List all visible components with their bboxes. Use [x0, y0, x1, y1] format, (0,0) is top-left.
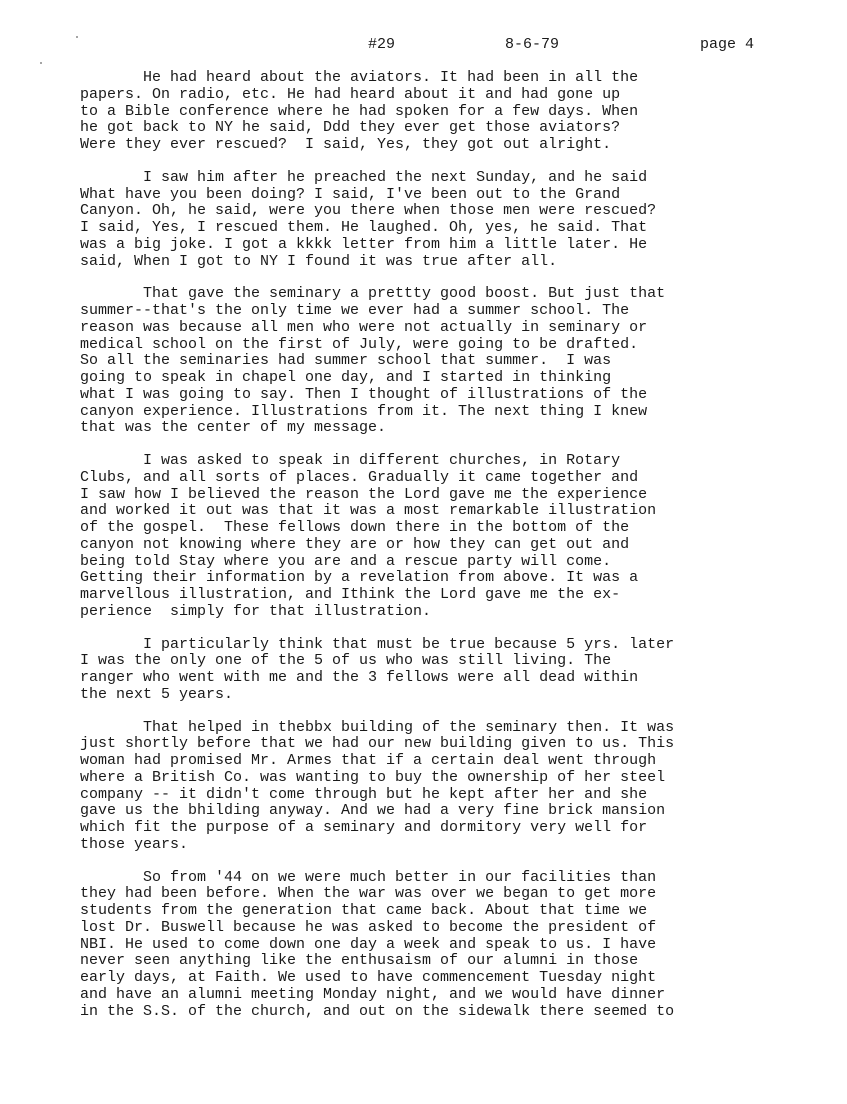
- text-line: I particularly think that must be true because 5 yrs. later: [80, 635, 675, 653]
- text-line: gave us the bhilding anyway. And we had a very fine brick mansion: [80, 802, 666, 820]
- text-line: those years.: [80, 835, 189, 853]
- text-line: ranger who went with me and the 3 fellows were all dead within: [80, 669, 639, 686]
- text-line: that was the center of my message.: [80, 419, 387, 437]
- text-line: just shortly before that we had our new building given to us. This: [80, 735, 675, 753]
- text-line: was a big joke. I got a kkkk letter from him a little later. He: [80, 235, 648, 253]
- text-line: I saw how I believed the reason the Lord gave me the experience: [80, 485, 648, 503]
- text-line: woman had promised Mr. Armes that if a certain deal went through: [80, 752, 657, 769]
- text-line: being told Stay where you are and a rescue party will come.: [80, 552, 612, 570]
- transcript-number: #29: [368, 36, 396, 53]
- text-line: I saw him after he preached the next Sunday, and he said: [80, 168, 648, 186]
- text-line: in the S.S. of the church, and out on the sidewalk there seemed to: [80, 1002, 675, 1020]
- text-line: students from the generation that came back. About that time we: [80, 902, 648, 919]
- text-line: That gave the seminary a prettty good boost. But just that: [80, 285, 666, 303]
- paragraph: [80, 870, 780, 1021]
- paragraph: [80, 637, 780, 704]
- paragraph: [80, 286, 780, 437]
- text-line: he got back to NY he said, Ddd they ever get those aviators?: [80, 119, 621, 137]
- page-number: page 4: [700, 36, 755, 53]
- text-line: where a British Co. was wanting to buy the ownership of her steel: [80, 768, 666, 786]
- scan-speck: [40, 62, 42, 64]
- text-line: What have you been doing? I said, I've been out to the Grand: [80, 185, 621, 203]
- text-line: papers. On radio, etc. He had heard about it and had gone up: [80, 85, 621, 103]
- text-line: and worked it out was that it was a most remarkable illustration: [80, 502, 657, 520]
- text-line: marvellous illustration, and Ithink the Lord gave me the ex-: [80, 586, 621, 603]
- paragraph: [80, 170, 780, 271]
- text-line: NBI. He used to come down one day a week and speak to us. I have: [80, 935, 657, 953]
- text-line: Clubs, and all sorts of places. Gradually it came together and: [80, 468, 639, 486]
- text-line: perience simply for that illustration.: [80, 602, 432, 620]
- text-line: I was asked to speak in different churches, in Rotary: [80, 452, 621, 469]
- text-line: canyon not knowing where they are or how they can get out and: [80, 535, 630, 553]
- text-line: Were they ever rescued? I said, Yes, they got out alright.: [80, 136, 612, 153]
- text-line: summer--that's the only time we ever had a summer school. The: [80, 302, 630, 319]
- paragraph: [80, 453, 780, 621]
- text-line: they had been before. When the war was over we began to get more: [80, 885, 657, 903]
- text-line: So from '44 on we were much better in our facilities than: [80, 868, 657, 886]
- text-line: reason was because all men who were not actually in seminary or: [80, 318, 648, 336]
- text-line: medical school on the first of July, were going to be drafted.: [80, 335, 639, 353]
- paragraph: [80, 70, 780, 154]
- text-line: company -- it didn't come through but he kept after her and she: [80, 785, 648, 803]
- text-line: what I was going to say. Then I thought of illustrations of the: [80, 385, 648, 403]
- text-line: going to speak in chapel one day, and I started in thinking: [80, 369, 612, 386]
- text-line: I was the only one of the 5 of us who was still living. The: [80, 652, 612, 670]
- paragraph: [80, 720, 780, 854]
- text-line: That helped in thebbx building of the seminary then. It was: [80, 718, 675, 736]
- text-line: never seen anything like the enthusaism of our alumni in those: [80, 952, 639, 970]
- text-line: of the gospel. These fellows down there in the bottom of the: [80, 519, 630, 536]
- text-line: and have an alumni meeting Monday night, and we would have dinner: [80, 985, 666, 1003]
- text-line: which fit the purpose of a seminary and dormitory very well for: [80, 819, 648, 836]
- text-line: I said, Yes, I rescued them. He laughed. Oh, yes, he said. That: [80, 219, 648, 236]
- text-line: He had heard about the aviators. It had been in all the: [80, 69, 639, 86]
- text-line: to a Bible conference where he had spoken for a few days. When: [80, 102, 639, 120]
- page-header: [0, 36, 847, 58]
- text-line: said, When I got to NY I found it was true after all.: [80, 252, 558, 270]
- text-line: So all the seminaries had summer school that summer. I was: [80, 352, 612, 370]
- text-line: the next 5 years.: [80, 685, 234, 703]
- transcript-date: 8-6-79: [505, 36, 560, 53]
- text-line: lost Dr. Buswell because he was asked to become the president of: [80, 918, 657, 936]
- text-line: Getting their information by a revelation from above. It was a: [80, 569, 639, 587]
- text-line: Canyon. Oh, he said, were you there when those men were rescued?: [80, 202, 657, 220]
- document-body: [80, 70, 780, 1036]
- text-line: early days, at Faith. We used to have commencement Tuesday night: [80, 969, 657, 986]
- text-line: canyon experience. Illustrations from it. The next thing I knew: [80, 402, 648, 420]
